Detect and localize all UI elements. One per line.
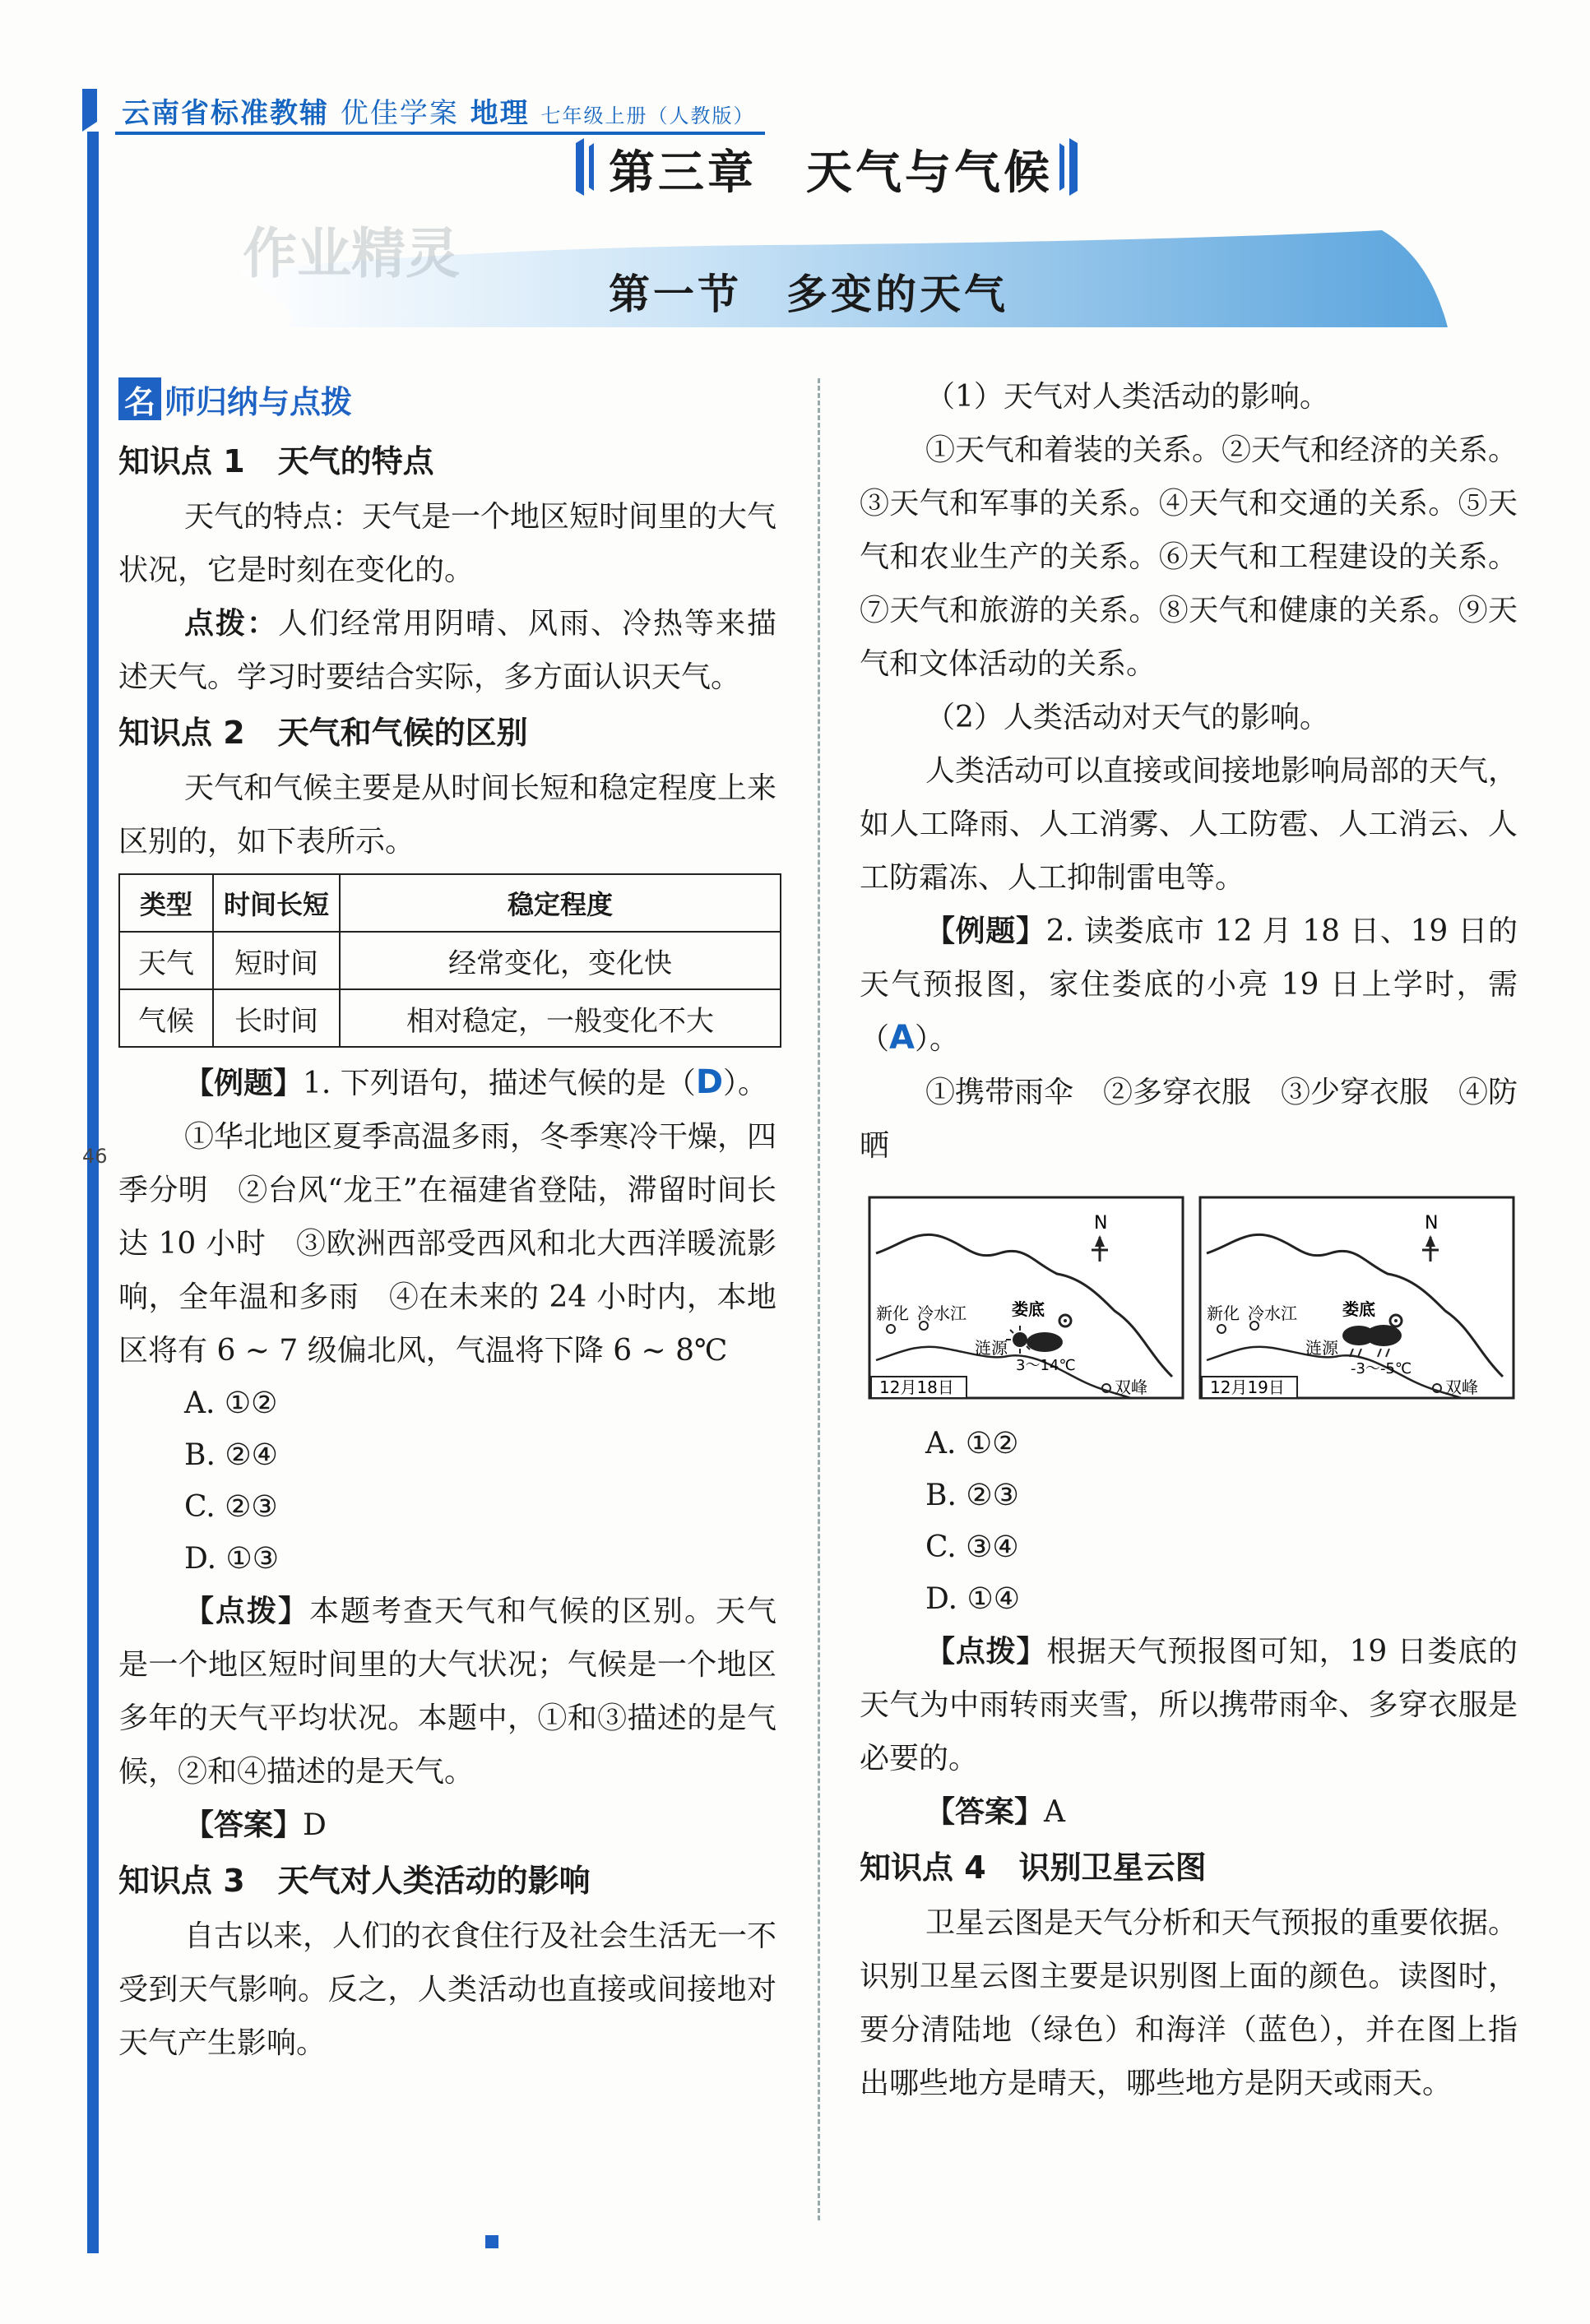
example2-text: 2. 读娄底市 12 月 18 日、19 日的天气预报图，家住娄底的小亮 19 日上学时，需（ xyxy=(860,914,1518,1056)
table-header: 类型 xyxy=(119,874,213,932)
table-cell: 天气 xyxy=(119,932,213,989)
page-number: 46 xyxy=(82,1145,108,1168)
kp1-heading xyxy=(118,433,776,490)
example2-statements: ①携带雨伞 ②多穿衣服 ③少穿衣服 ④防晒 xyxy=(860,1076,1518,1163)
example2-answer-value: A xyxy=(1044,1795,1066,1829)
table-cell: 经常变化，变化快 xyxy=(340,932,781,989)
example2-label: 【例题】 xyxy=(925,914,1046,948)
example2-answer: A xyxy=(889,1019,915,1057)
example1-option: A. ①② xyxy=(184,1387,278,1420)
example2-answer-line xyxy=(860,1785,1518,1839)
kp4-number: 知识点 4 xyxy=(860,1849,986,1886)
header-underline xyxy=(115,132,765,135)
header-book: 优佳学案 xyxy=(340,97,459,130)
weather-map-dec19 xyxy=(1198,1196,1515,1400)
header-title xyxy=(122,90,755,131)
example1-answer-value: D xyxy=(303,1808,327,1842)
north-label: N xyxy=(1094,1213,1108,1234)
example2-question xyxy=(860,905,1518,1066)
city-label: 双峰 xyxy=(1445,1377,1478,1397)
kp1-tip-label: 点拨： xyxy=(184,607,278,641)
example2-tip-label: 【点拨】 xyxy=(925,1635,1047,1669)
map-date-label: 12月18日 xyxy=(879,1377,954,1397)
kp3-paragraph: 自古以来，人们的衣食住行及社会生活无一不受到天气影响。反之，人类活动也直接或间接地对天气产生影响。 xyxy=(118,1919,777,2060)
city-label: 娄底 xyxy=(1342,1299,1375,1319)
watermark: 作业精灵 xyxy=(243,222,460,285)
kp3-name: 天气对人类活动的影响 xyxy=(277,1863,591,1899)
example1-answer: D xyxy=(695,1063,724,1101)
kp2-heading xyxy=(118,704,776,762)
city-label: 娄底 xyxy=(1012,1299,1045,1319)
influence-heading-2: （2）人类活动对天气的影响。 xyxy=(925,701,1329,734)
weather-map-dec18 xyxy=(868,1196,1184,1400)
example1-tip-label: 【点拨】 xyxy=(184,1595,309,1628)
kp1-paragraph: 天气的特点：天气是一个地区短时间里的大气状况，它是时刻在变化的。 xyxy=(118,500,777,587)
north-label: N xyxy=(1425,1213,1439,1234)
example1-label: 【例题】 xyxy=(184,1067,304,1100)
table-header: 时间长短 xyxy=(213,874,340,932)
kp1-tip xyxy=(118,597,776,704)
city-label: 涟源 xyxy=(975,1338,1008,1358)
example2-close: ）。 xyxy=(914,1022,959,1056)
temperature-label: 3～14℃ xyxy=(1016,1357,1076,1374)
example2-option: D. ①④ xyxy=(925,1582,1021,1616)
example1-option: B. ②④ xyxy=(184,1438,278,1472)
table-cell: 气候 xyxy=(119,989,213,1047)
chapter-title: 第三章 天气与气候 xyxy=(609,146,1053,200)
kp3-heading xyxy=(118,1852,776,1910)
table-cell: 相对稳定，一般变化不大 xyxy=(340,989,781,1047)
table-header-row xyxy=(119,874,781,932)
kp1-tip-text: 人们经常用阴晴、风雨、冷热等来描述天气。学习时要结合实际，多方面认识天气。 xyxy=(118,607,776,694)
example2-tip xyxy=(860,1625,1518,1785)
kp1-name: 天气的特点 xyxy=(277,443,434,479)
weather-climate-table xyxy=(118,873,781,1048)
table-cell: 短时间 xyxy=(213,932,340,989)
city-label: 双峰 xyxy=(1115,1377,1147,1397)
table-row xyxy=(119,989,781,1047)
left-margin-bar xyxy=(87,132,99,2253)
example2-option: C. ③④ xyxy=(925,1530,1019,1564)
kp3-number: 知识点 3 xyxy=(118,1863,245,1899)
city-label: 新化 xyxy=(876,1303,909,1323)
example1-text: 1. 下列语句，描述气候的是（ xyxy=(303,1067,696,1100)
ming-box: 名 xyxy=(118,377,161,420)
mingshi-heading xyxy=(118,370,776,428)
influence-list: ①天气和着装的关系。②天气和经济的关系。③天气和军事的关系。④天气和交通的关系。⑤天气和农业生产的关系。⑥天气和工程建设的关系。⑦天气和旅游的关系。⑧天气和健康的关系。⑨天气和文体活动的关系。 xyxy=(860,433,1518,681)
section-title: 第一节 多变的天气 xyxy=(609,271,1008,318)
example2-answer-label: 【答案】 xyxy=(925,1795,1045,1829)
left-column xyxy=(118,370,776,2070)
header-grade: 七年级上册（人教版） xyxy=(540,104,755,127)
example2-option: B. ②③ xyxy=(925,1479,1019,1512)
kp4-heading xyxy=(860,1839,1518,1896)
example1-tip xyxy=(118,1585,776,1799)
kp2-name: 天气和气候的区别 xyxy=(277,715,528,751)
example2-option: A. ①② xyxy=(925,1427,1019,1461)
map-date-label: 12月19日 xyxy=(1210,1377,1285,1397)
influence-heading-1: （1）天气对人类活动的影响。 xyxy=(925,380,1329,414)
example1-answer-label: 【答案】 xyxy=(184,1808,304,1842)
temperature-label: -3～-5℃ xyxy=(1351,1360,1412,1377)
example1-question xyxy=(118,1056,776,1110)
bottom-marker xyxy=(485,2235,498,2248)
kp4-name: 识别卫星云图 xyxy=(1018,1849,1207,1886)
kp1-number: 知识点 1 xyxy=(118,443,245,479)
human-influence-paragraph: 人类活动可以直接或间接地影响局部的天气，如人工降雨、人工消雾、人工防雹、人工消云、人工防霜冻、人工抑制雷电等。 xyxy=(860,754,1518,895)
table-row xyxy=(119,932,781,989)
example1-option: C. ②③ xyxy=(184,1490,278,1524)
table-header: 稳定程度 xyxy=(340,874,781,932)
city-label: 涟源 xyxy=(1305,1338,1338,1358)
right-column xyxy=(860,370,1518,2110)
example1-option: D. ①③ xyxy=(184,1542,280,1576)
header-series: 云南省标准教辅 xyxy=(122,97,329,130)
table-cell: 长时间 xyxy=(213,989,340,1047)
example1-statements: ①华北地区夏季高温多雨，冬季寒冷干燥，四季分明 ②台风“龙王”在福建省登陆，滞留时间长达 10 小时 ③欧洲西部受西风和北大西洋暖流影响，全年温和多雨 ④在未来的 24 小时内，本地区将有 6 ~ 7 级偏北风，气温将下降 6 ~ 8℃ xyxy=(118,1120,777,1368)
kp2-paragraph: 天气和气候主要是从时间长短和稳定程度上来区别的，如下表所示。 xyxy=(118,771,777,859)
kp4-paragraph: 卫星云图是天气分析和天气预报的重要依据。识别卫星云图主要是识别图上面的颜色。读图时，要分清陆地（绿色）和海洋（蓝色），并在图上指出哪些地方是晴天，哪些地方是阴天或雨天。 xyxy=(860,1906,1518,2100)
header-subject: 地理 xyxy=(470,97,530,130)
city-label: 新化 xyxy=(1207,1303,1240,1323)
column-divider xyxy=(818,378,820,2220)
example1-tip-text: 本题考查天气和气候的区别。天气是一个地区短时间里的大气状况；气候是一个地区多年的天气平均状况。本题中，①和③描述的是气候，②和④描述的是天气。 xyxy=(118,1595,776,1789)
weather-maps xyxy=(868,1196,1518,1401)
ming-rest: 师归纳与点拨 xyxy=(165,383,353,420)
example1-close: ）。 xyxy=(723,1067,768,1100)
city-label: 冷水江 xyxy=(917,1303,967,1323)
city-label: 冷水江 xyxy=(1248,1303,1297,1323)
example1-answer-line xyxy=(118,1799,776,1852)
example2-tip-text: 根据天气预报图可知，19 日娄底的天气为中雨转雨夹雪，所以携带雨伞、多穿衣服是必要的。 xyxy=(860,1635,1518,1775)
kp2-number: 知识点 2 xyxy=(118,715,245,751)
